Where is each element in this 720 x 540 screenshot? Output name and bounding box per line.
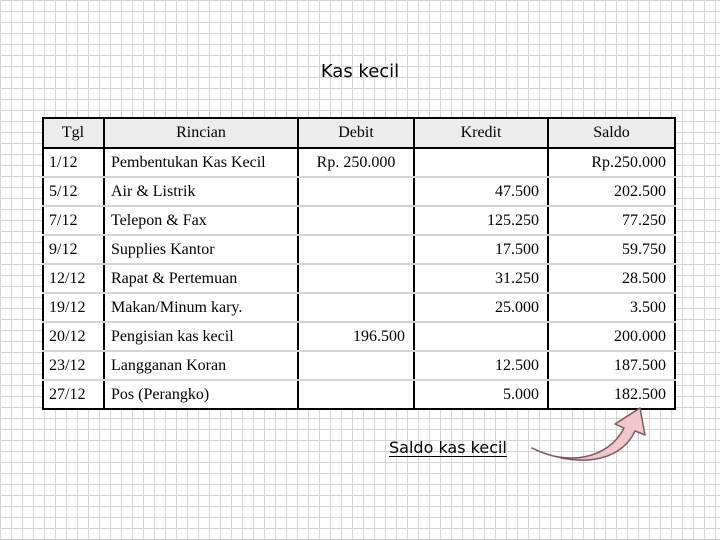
table-row (43, 322, 675, 351)
cell-tgl: 23/12 (43, 351, 104, 380)
cell-saldo: 3.500 (548, 293, 675, 322)
saldo-kas-kecil-note: Saldo kas kecil (389, 438, 507, 457)
header-kredit: Kredit (414, 118, 548, 148)
cell-tgl: 5/12 (43, 177, 104, 206)
table-row (43, 148, 675, 177)
cell-rincian: Supplies Kantor (104, 235, 298, 264)
cell-debit (298, 293, 414, 322)
cell-debit (298, 264, 414, 293)
cell-kredit: 125.250 (414, 206, 548, 235)
cell-saldo: 187.500 (548, 351, 675, 380)
cell-debit: 196.500 (298, 322, 414, 351)
table-row (43, 351, 675, 380)
cell-saldo: 77.250 (548, 206, 675, 235)
cell-kredit: 5.000 (414, 380, 548, 409)
table-row (43, 293, 675, 322)
cell-tgl: 9/12 (43, 235, 104, 264)
table-row (43, 264, 675, 293)
table-header-row (43, 118, 675, 148)
cell-saldo: 28.500 (548, 264, 675, 293)
cell-rincian: Rapat & Pertemuan (104, 264, 298, 293)
curved-up-arrow-icon (526, 404, 656, 466)
cell-debit: Rp. 250.000 (298, 148, 414, 177)
cell-rincian: Telepon & Fax (104, 206, 298, 235)
header-rincian: Rincian (104, 118, 298, 148)
cell-kredit: 17.500 (414, 235, 548, 264)
cell-tgl: 1/12 (43, 148, 104, 177)
header-saldo: Saldo (548, 118, 675, 148)
cell-saldo: 200.000 (548, 322, 675, 351)
page-title: Kas kecil (320, 61, 400, 82)
cell-debit (298, 235, 414, 264)
header-tgl: Tgl (43, 118, 104, 148)
cell-saldo: 182.500 (548, 380, 675, 409)
table-row (43, 206, 675, 235)
cell-tgl: 7/12 (43, 206, 104, 235)
cell-rincian: Langganan Koran (104, 351, 298, 380)
table-row (43, 177, 675, 206)
cell-debit (298, 380, 414, 409)
cell-tgl: 27/12 (43, 380, 104, 409)
cell-kredit: 47.500 (414, 177, 548, 206)
cell-rincian: Pengisian kas kecil (104, 322, 298, 351)
cell-debit (298, 177, 414, 206)
cell-debit (298, 206, 414, 235)
cell-kredit (414, 148, 548, 177)
cell-tgl: 19/12 (43, 293, 104, 322)
cell-debit (298, 351, 414, 380)
cell-saldo: 59.750 (548, 235, 675, 264)
cell-saldo: Rp.250.000 (548, 148, 675, 177)
cell-kredit: 31.250 (414, 264, 548, 293)
cell-rincian: Air & Listrik (104, 177, 298, 206)
cell-tgl: 20/12 (43, 322, 104, 351)
table-row (43, 235, 675, 264)
header-debit: Debit (298, 118, 414, 148)
petty-cash-table (42, 117, 676, 410)
cell-saldo: 202.500 (548, 177, 675, 206)
cell-rincian: Pembentukan Kas Kecil (104, 148, 298, 177)
cell-rincian: Pos (Perangko) (104, 380, 298, 409)
cell-kredit: 25.000 (414, 293, 548, 322)
cell-kredit: 12.500 (414, 351, 548, 380)
cell-rincian: Makan/Minum kary. (104, 293, 298, 322)
cell-tgl: 12/12 (43, 264, 104, 293)
cell-kredit (414, 322, 548, 351)
